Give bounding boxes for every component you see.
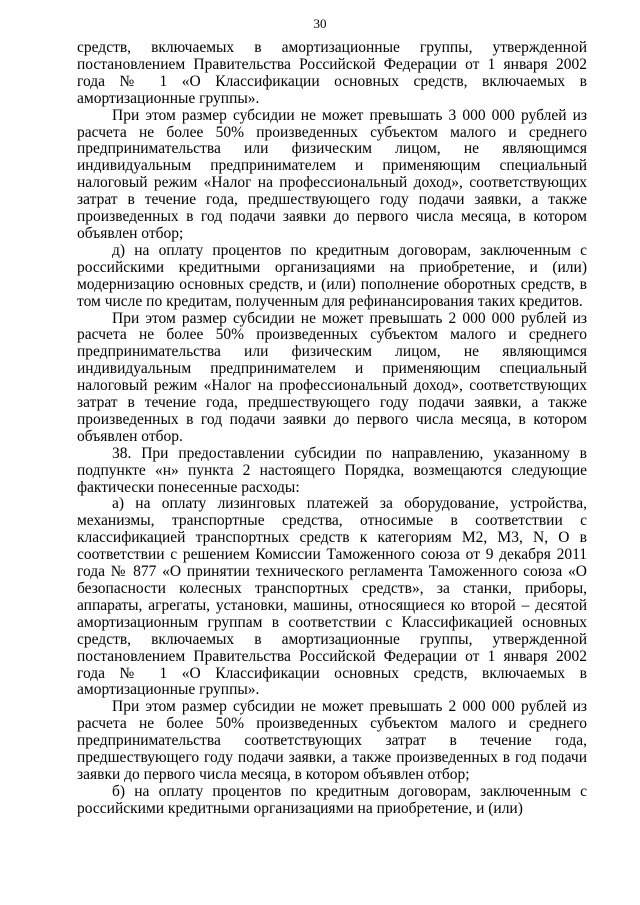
paragraph-item-d-credit-interest: д) на оплату процентов по кредитным договорам, заключенным с российскими кредитными организациями на приобретение, и (или) модернизацию основных средств, и (или) пополнение оборотных средств, в том числе по кредитам, полученным для рефинансирования таких кредитов. xyxy=(77,241,587,310)
document-body xyxy=(77,40,587,818)
paragraph-subsidy-limit-2mln-second: При этом размер субсидии не может превышать 2 000 000 рублей из расчета не более 50% произведенных субъектом малого и среднего предпринимательства соответствующих затрат в течение года, предшествующего году подачи заявки, а также произведенных в год подачи заявки до первого числа месяца, в котором объявлен отбор; xyxy=(77,698,587,783)
page-number: 30 xyxy=(313,16,327,31)
paragraph-item-b-credit-interest: б) на оплату процентов по кредитным договорам, заключенным с российскими кредитными организациями на приобретение, и (или) xyxy=(77,782,587,817)
paragraph-subsidy-limit-2mln: При этом размер субсидии не может превышать 2 000 000 рублей из расчета не более 50% произведенных субъектом малого и среднего предпринимательства или физическим лицом, не являющимся индивидуальным предпринимателем и применяющим специальный налоговый режим «Налог на профессиональный доход», соответствующих затрат в течение года, предшествующего году подачи заявки, а также произведенных в год подачи заявки до первого числа месяца, в котором объявлен отбор. xyxy=(77,309,587,445)
paragraph-continuation: средств, включаемых в амортизационные группы, утвержденной постановлением Правительства Российской Федерации от 1 января 2002 года № 1 «О Классификации основных средств, включаемых в амортизационные группы». xyxy=(77,39,587,107)
paragraph-subsidy-limit-3mln: При этом размер субсидии не может превышать 3 000 000 рублей из расчета не более 50% произведенных субъектом малого и среднего предпринимательства или физическим лицом, не являющимся индивидуальным предпринимателем и применяющим специальный налоговый режим «Налог на профессиональный доход», соответствующих затрат в течение года, предшествующего году подачи заявки, а также произведенных в год подачи заявки до первого числа месяца, в котором объявлен отбор; xyxy=(77,106,587,242)
paragraph-clause-38: 38. При предоставлении субсидии по направлению, указанному в подпункте «н» пункта 2 настоящего Порядка, возмещаются следующие фактически понесенные расходы: xyxy=(77,444,587,496)
paragraph-item-a-leasing: а) на оплату лизинговых платежей за оборудование, устройства, механизмы, транспортные средства, относимые в соответствии с классификацией транспортных средств к категориям М2, М3, N, O в соответствии с решением Комиссии Таможенного союза от 9 декабря 2011 года № 877 «О принятии технического регламента Таможенного союза «О безопасности колесных транспортных средств», за станки, приборы, аппараты, агрегаты, установки, машины, относящиеся ко второй – десятой амортизационным группам в соответствии с Классификацией основных средств, включаемых в амортизационные группы, утвержденной постановлением Правительства Российской Федерации от 1 января 2002 года № 1 «О Классификации основных средств, включаемых в амортизационные группы». xyxy=(77,495,587,699)
